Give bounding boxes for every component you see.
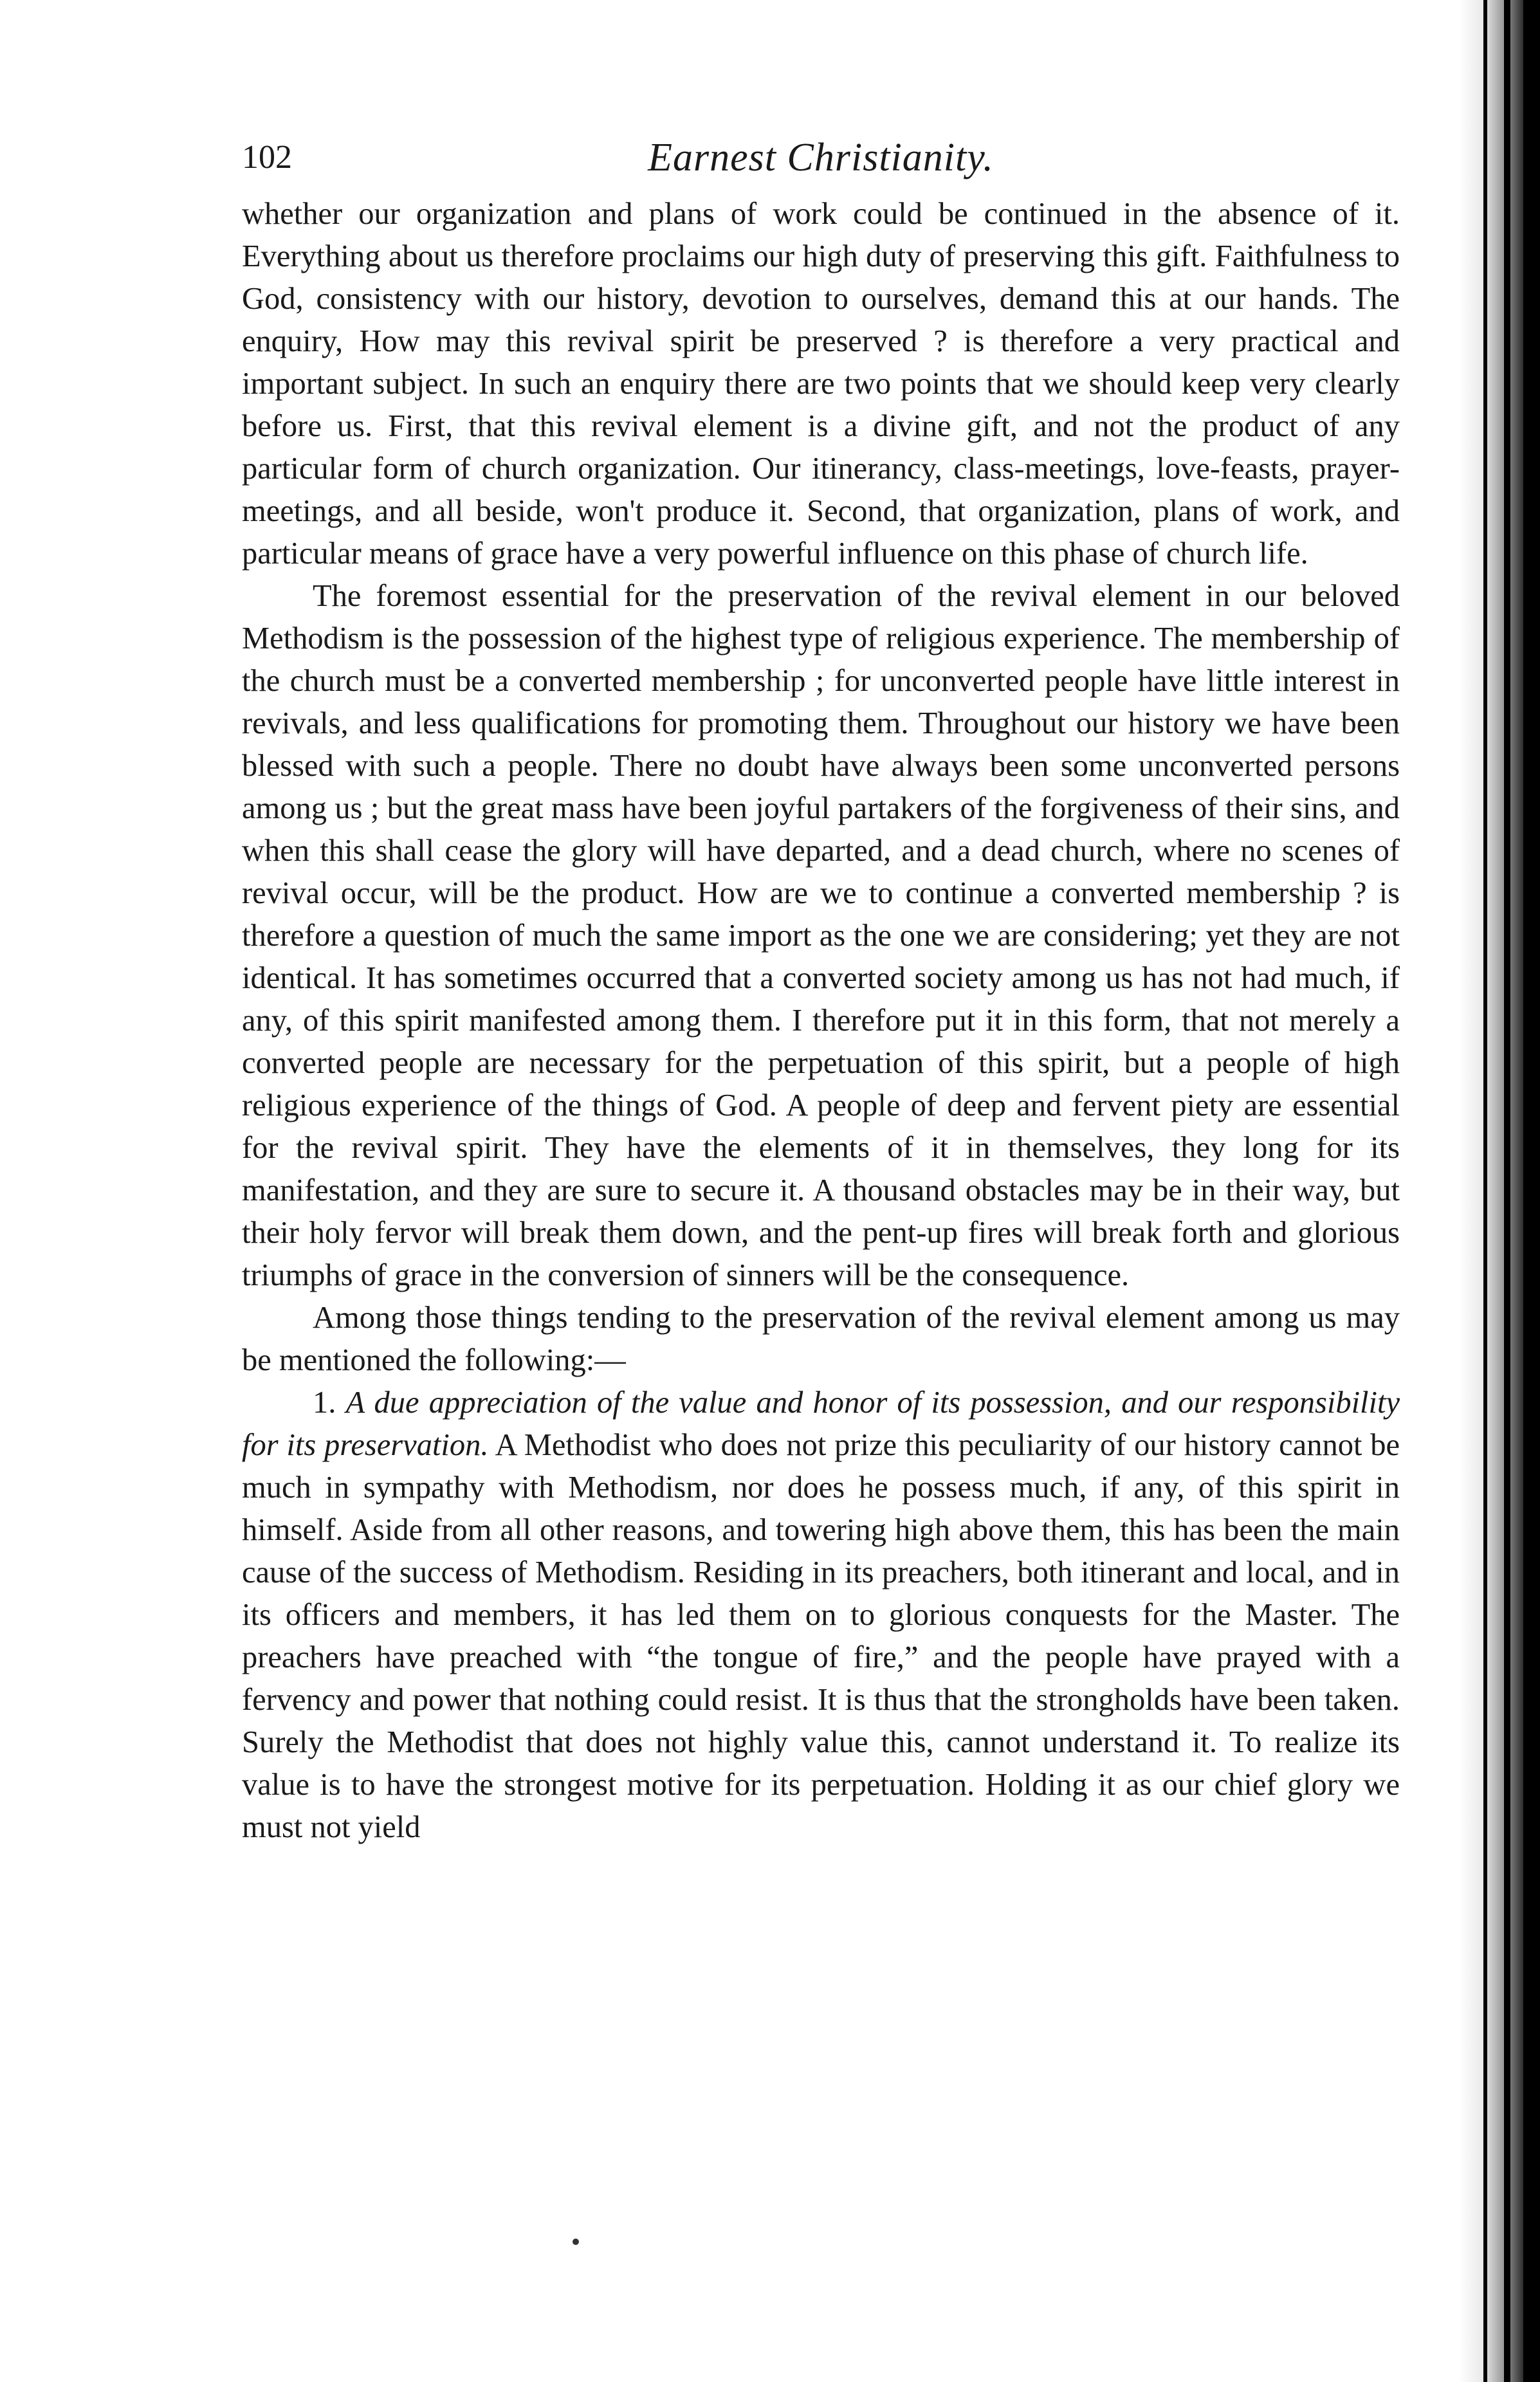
list-item-1 bbox=[242, 1382, 1400, 1849]
ink-speck bbox=[573, 2239, 579, 2245]
page-header bbox=[242, 132, 1400, 183]
page-edge-line bbox=[1523, 0, 1540, 2382]
list-item-text: A Methodist who does not prize this peculiarity of our history cannot be much in sympathy with Methodism, nor does he possess much, if any, of this spirit in himself. Aside from all other reasons, and towering high above them, this has been the main cause of the success of Methodism. Residing in its preachers, both itinerant and local, and in its officers and members, it has led them on to glorious conquests for the Master. The preachers have preached with “the tongue of fire,” and the people have prayed with a fervency and power that nothing could resist. It is thus that the strongholds have been taken. Surely the Methodist that does not highly value this, cannot understand it. To realize its value is to have the strongest motive for its perpetuation. Holding it as our chief glory we must not yield bbox=[242, 1428, 1400, 1844]
page-edge-line bbox=[1483, 0, 1487, 2382]
paragraph-1: whether our organization and plans of work could be continued in the absence of it. Everything about us therefore proclaims our high duty of preserving this gift. Faithfulness to God, consistency with our history, devotion to ourselves, demand this at our hands. The enquiry, How may this revival spirit be preserved ? is therefore a very practical and important subject. In such an enquiry there are two points that we should keep very clearly before us. First, that this revival element is a divine gift, and not the product of any particular form of church organization. Our itinerancy, class-meetings, love-feasts, prayer-meetings, and all beside, won't produce it. Second, that organization, plans of work, and particular means of grace have a very powerful influence on this phase of church life. bbox=[242, 197, 1400, 571]
paragraph-3: Among those things tending to the preservation of the revival element among us may be mentioned the following:— bbox=[242, 1301, 1400, 1377]
page-edge-line bbox=[1504, 0, 1510, 2382]
body-text bbox=[242, 193, 1400, 1849]
page-edge-shadow bbox=[1459, 0, 1540, 2382]
running-title: Earnest Christianity. bbox=[648, 136, 994, 179]
paragraph-2: The foremost essential for the preservation of the revival element in our beloved Methodism is the possession of the highest type of religious experience. The membership of the church must be a converted membership ; for unconverted people have little interest in revivals, and less qualifications for promoting them. Throughout our history we have been blessed with such a people. There no doubt have always been some unconverted persons among us ; but the great mass have been joyful partakers of the forgiveness of their sins, and when this shall cease the glory will have departed, and a dead church, where no scenes of revival occur, will be the product. How are we to continue a converted membership ? is therefore a question of much the same import as the one we are considering; yet they are not identical. It has sometimes occurred that a converted society among us has not had much, if any, of this spirit manifested among them. I therefore put it in this form, that not merely a converted people are necessary for the perpetuation of this spirit, but a people of high religious experience of the things of God. A people of deep and fervent piety are essential for the revival spirit. They have the elements of it in themselves, they long for its manifestation, and they are sure to secure it. A thousand obstacles may be in their way, but their holy fervor will break them down, and the pent-up fires will break forth and glorious triumphs of grace in the conversion of sinners will be the consequence. bbox=[242, 579, 1400, 1292]
list-item-number: 1. bbox=[313, 1386, 336, 1420]
list-item-lead: A due appreciation of the value and honor of its possession, and our responsibility for its preservation. bbox=[242, 1386, 1400, 1462]
page-number: 102 bbox=[242, 139, 292, 176]
